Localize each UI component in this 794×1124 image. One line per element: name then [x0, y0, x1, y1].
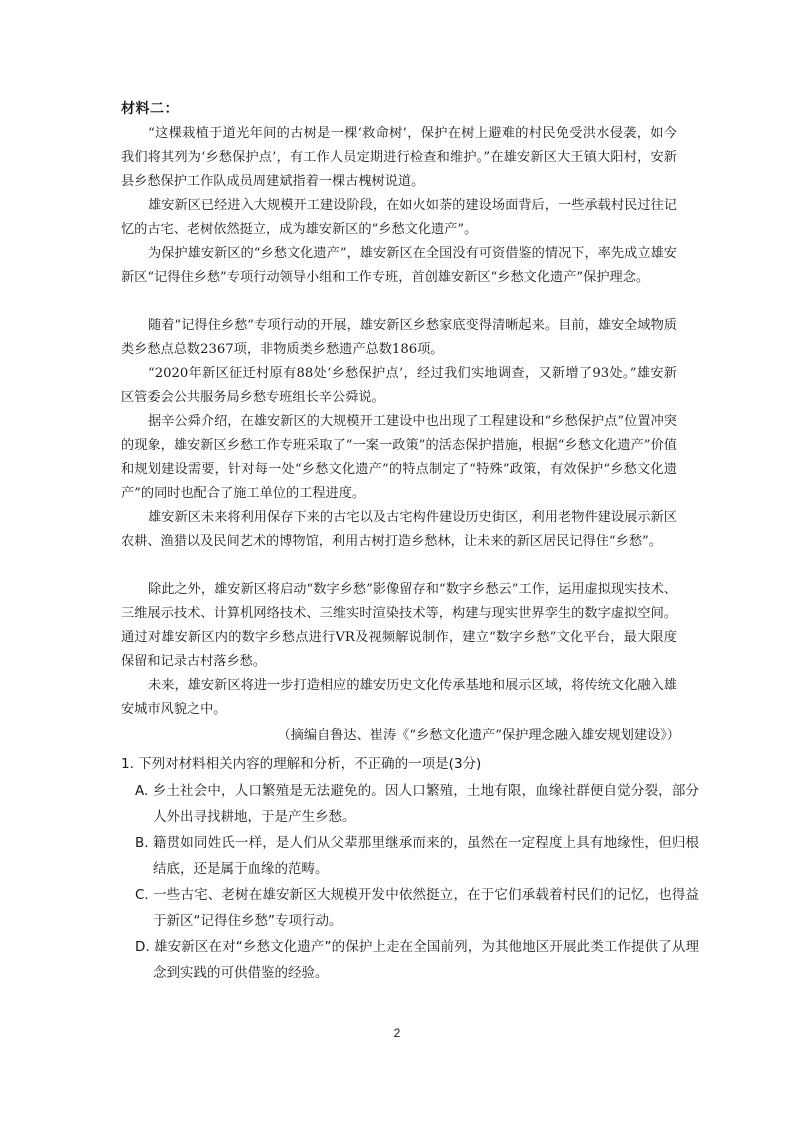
paragraph-4: 随着“记得住乡愁”专项行动的开展，雄安新区乡愁家底变得清晰起来。目前，雄安全域物质类乡愁点总数2367项，非物质类乡愁遗产总数186项。	[121, 318, 677, 357]
paragraph-9: 未来，雄安新区将进一步打造相应的雄安历史文化传承基地和展示区域，将传统文化融入雄安城市风貌之中。	[121, 678, 677, 717]
option-c: C. 一些古宅、老树在雄安新区大规模开发中依然挺立，在于它们承载着村民们的记忆，也得益于新区“记得住乡愁”专项行动。	[135, 887, 699, 929]
paragraph-7: 雄安新区未来将利用保存下来的古宅以及古宅构件建设历史街区，利用老物件建设展示新区农耕、渔猎以及民间艺术的博物馆，利用古树打造乡愁林，让未来的新区居民记得住“乡愁”。	[121, 510, 677, 549]
paragraph-2: 雄安新区已经进入大规模开工建设阶段，在如火如荼的建设场面背后，一些承载村民过往记忆的古宅、老树依然挺立，成为雄安新区的“乡愁文化遗产”。	[121, 198, 677, 237]
paragraph-3: 为保护雄安新区的“乡愁文化遗产”，雄安新区在全国没有可资借鉴的情况下，率先成立雄安新区“记得住乡愁”专项行动领导小组和工作专班，首创雄安新区“乡愁文化遗产”保护理念。	[121, 246, 677, 285]
paragraph-8: 除此之外，雄安新区将启动“数字乡愁”影像留存和“数字乡愁云”工作，运用虚拟现实技术、三维展示技术、计算机网络技术、三维实时渲染技术等，构建与现实世界孪生的数字虚拟空间。通过对雄安新区内的数字乡愁点进行VR及视频解说制作，建立“数字乡愁”文化平台，最大限度保留和记录古村落乡愁。	[121, 582, 677, 669]
question-prefix: 1. 下列对材料相关内容的理解和分析，	[121, 756, 355, 772]
option-b: B. 籍贯如同姓氏一样，是人们从父辈那里继承而来的，虽然在一定程度上具有地缘性，但归根结底，还是属于血缘的范畴。	[135, 835, 699, 877]
question-stem	[121, 752, 681, 776]
question-emphasis: 不正确	[354, 756, 395, 772]
section-heading: 材料二：	[121, 101, 179, 117]
paragraph-1: “这棵栽植于道光年间的古树是一棵‘救命树’，保护在树上避难的村民免受洪水侵袭，如今我们将其列为‘乡愁保护点’，有工作人员定期进行检查和维护。”在雄安新区大王镇大阳村，安新县乡愁保护工作队成员周建斌指着一棵古槐树说道。	[121, 126, 677, 189]
option-d: D. 雄安新区在对“乡愁文化遗产”的保护上走在全国前列，为其他地区开展此类工作提供了从理念到实践的可供借鉴的经验。	[135, 939, 699, 981]
page-number: 2	[393, 1026, 401, 1040]
paragraph-6: 据辛公舜介绍，在雄安新区的大规模开工建设中也出现了工程建设和“乡愁保护点”位置冲突的现象，雄安新区乡愁工作专班采取了“一案一政策”的活态保护措施，根据“乡愁文化遗产”价值和规划建设需要，针对每一处“乡愁文化遗产”的特点制定了“特殊”政策，有效保护“乡愁文化遗产”的同时也配合了施工单位的工程进度。	[121, 414, 677, 501]
option-a: A. 乡土社会中，人口繁殖是无法避免的。因人口繁殖，土地有限，血缘社群便自觉分裂，部分人外出寻找耕地，于是产生乡愁。	[135, 783, 699, 825]
question-suffix: 的一项是(3分)	[394, 756, 482, 772]
source-citation: （摘编自鲁达、崔涛《“乡愁文化遗产”保护理念融入雄安规划建设》）	[277, 728, 680, 743]
paragraph-5: “2020年新区征迁村原有88处‘乡愁保护点’，经过我们实地调查，又新增了93处。”雄安新区管委会公共服务局乡愁专班组长辛公舜说。	[121, 366, 677, 405]
